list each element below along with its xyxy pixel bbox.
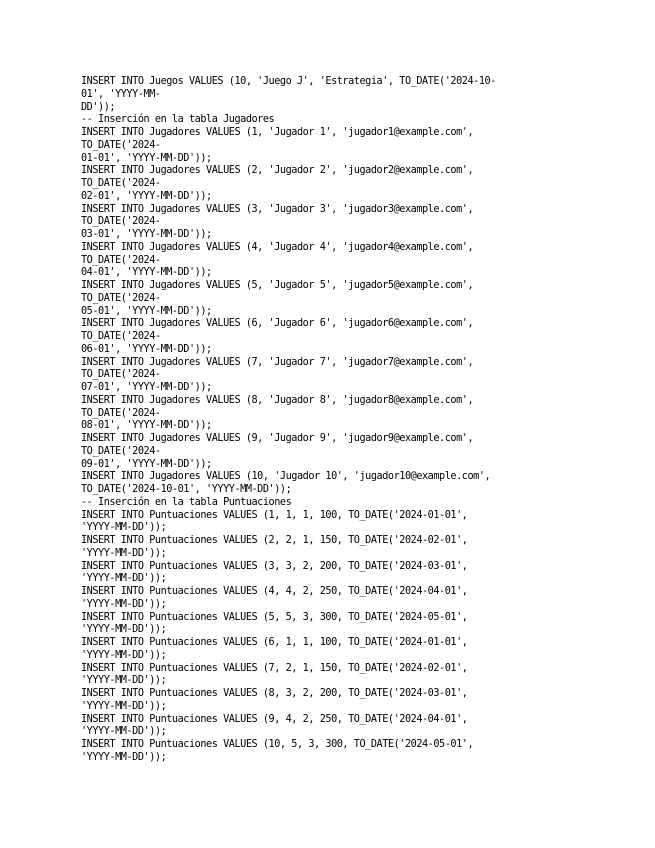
code-line: 01-01', 'YYYY-MM-DD')); [81, 152, 212, 164]
code-line: INSERT INTO Jugadores VALUES (9, 'Jugador 9', 'jugador9@example.com', [81, 433, 474, 444]
code-line: 'YYYY-MM-DD')); [81, 522, 167, 534]
code-line: 05-01', 'YYYY-MM-DD')); [81, 305, 212, 317]
code-line: INSERT INTO Jugadores VALUES (10, 'Jugador 10', 'jugador10@example.com', [81, 471, 491, 483]
code-line: -- Inserción en la tabla Puntuaciones [81, 496, 292, 508]
code-line: INSERT INTO Puntuaciones VALUES (2, 2, 1, 150, TO_DATE('2024-02-01', [81, 535, 468, 546]
code-line: INSERT INTO Puntuaciones VALUES (3, 3, 2, 200, TO_DATE('2024-03-01', [81, 560, 468, 572]
code-line: INSERT INTO Juegos VALUES (10, 'Juego J', 'Estrategia', TO_DATE('2024-10- [81, 76, 496, 87]
code-line: INSERT INTO Jugadores VALUES (3, 'Jugador 3', 'jugador3@example.com', [81, 203, 474, 215]
code-line: TO_DATE('2024- [81, 254, 161, 266]
code-line: 02-01', 'YYYY-MM-DD')); [81, 190, 212, 202]
code-line: 'YYYY-MM-DD')); [81, 700, 167, 712]
code-line: DD')); [81, 101, 116, 113]
code-line: INSERT INTO Jugadores VALUES (4, 'Jugador 4', 'jugador4@example.com', [81, 241, 474, 253]
code-line: TO_DATE('2024- [81, 407, 161, 419]
code-line: INSERT INTO Jugadores VALUES (5, 'Jugador 5', 'jugador5@example.com', [81, 280, 474, 291]
code-line: 06-01', 'YYYY-MM-DD')); [81, 343, 212, 355]
code-line: 09-01', 'YYYY-MM-DD')); [81, 458, 212, 470]
code-line: 03-01', 'YYYY-MM-DD')); [81, 229, 212, 240]
code-line: INSERT INTO Jugadores VALUES (8, 'Jugador 8', 'jugador8@example.com', [81, 394, 474, 406]
code-line: 'YYYY-MM-DD')); [81, 547, 167, 559]
code-line: INSERT INTO Puntuaciones VALUES (10, 5, 3, 300, TO_DATE('2024-05-01', [81, 739, 474, 750]
code-line: 'YYYY-MM-DD')); [81, 624, 167, 636]
code-line: INSERT INTO Jugadores VALUES (2, 'Jugador 2', 'jugador2@example.com', [81, 165, 474, 177]
code-line: -- Inserción en la tabla Jugadores [81, 114, 275, 126]
code-line: 08-01', 'YYYY-MM-DD')); [81, 420, 212, 432]
code-line: 'YYYY-MM-DD')); [81, 573, 167, 585]
code-line: INSERT INTO Puntuaciones VALUES (5, 5, 3, 300, TO_DATE('2024-05-01', [81, 611, 468, 623]
code-line: INSERT INTO Puntuaciones VALUES (6, 1, 1, 100, TO_DATE('2024-01-01', [81, 637, 468, 648]
code-line: 'YYYY-MM-DD')); [81, 598, 167, 610]
code-line: TO_DATE('2024- [81, 292, 161, 304]
code-line: TO_DATE('2024- [81, 445, 161, 457]
code-line: TO_DATE('2024- [81, 369, 161, 381]
code-line: 'YYYY-MM-DD')); [81, 751, 167, 763]
code-line: TO_DATE('2024- [81, 216, 161, 228]
code-line: 01', 'YYYY-MM- [81, 88, 161, 100]
code-line: TO_DATE('2024- [81, 331, 161, 342]
code-line: INSERT INTO Puntuaciones VALUES (7, 2, 1, 150, TO_DATE('2024-02-01', [81, 662, 468, 674]
code-line: INSERT INTO Jugadores VALUES (6, 'Jugador 6', 'jugador6@example.com', [81, 318, 474, 330]
code-line: TO_DATE('2024-10-01', 'YYYY-MM-DD')); [81, 484, 292, 495]
code-line: INSERT INTO Puntuaciones VALUES (4, 4, 2, 250, TO_DATE('2024-04-01', [81, 586, 468, 597]
code-line: INSERT INTO Puntuaciones VALUES (8, 3, 2, 200, TO_DATE('2024-03-01', [81, 688, 468, 699]
code-line: TO_DATE('2024- [81, 178, 161, 189]
sql-code-block [81, 76, 581, 765]
code-line: INSERT INTO Puntuaciones VALUES (1, 1, 1, 100, TO_DATE('2024-01-01', [81, 509, 468, 521]
code-line: INSERT INTO Jugadores VALUES (1, 'Jugador 1', 'jugador1@example.com', [81, 127, 474, 138]
code-line: INSERT INTO Puntuaciones VALUES (9, 4, 2, 250, TO_DATE('2024-04-01', [81, 713, 468, 725]
code-line: 04-01', 'YYYY-MM-DD')); [81, 267, 212, 279]
code-line: 'YYYY-MM-DD')); [81, 726, 167, 738]
code-line: 'YYYY-MM-DD')); [81, 649, 167, 661]
code-line: INSERT INTO Jugadores VALUES (7, 'Jugador 7', 'jugador7@example.com', [81, 356, 474, 368]
code-line: 'YYYY-MM-DD')); [81, 675, 167, 687]
code-line: 07-01', 'YYYY-MM-DD')); [81, 382, 212, 393]
code-line: TO_DATE('2024- [81, 139, 161, 151]
